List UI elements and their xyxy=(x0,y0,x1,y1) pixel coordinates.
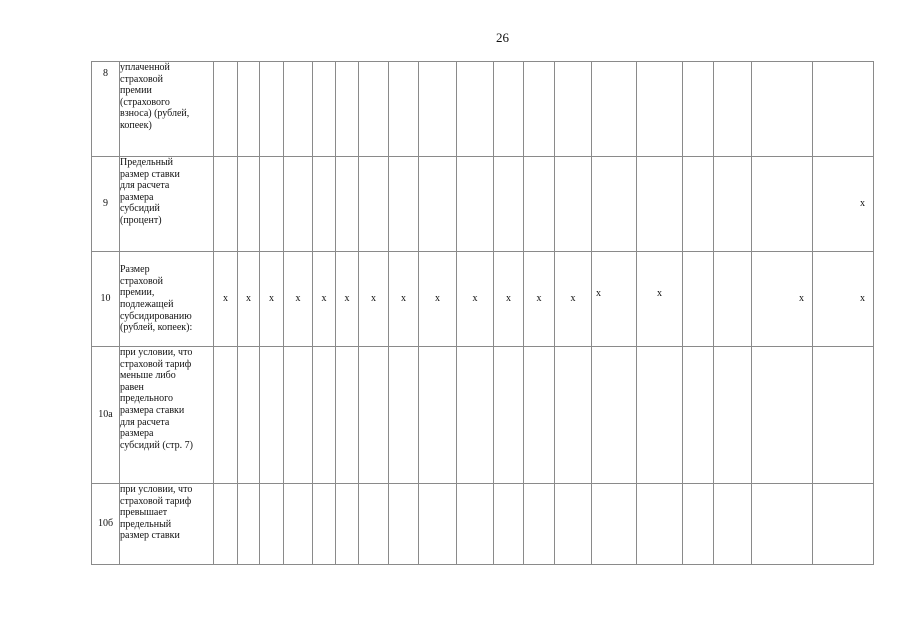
row-label: Предельный размер ставки для расчета размера субсидий (процент) xyxy=(120,157,214,252)
table-cell xyxy=(494,347,524,484)
table-cell xyxy=(419,484,457,565)
table-cell xyxy=(813,484,874,565)
table-cell xyxy=(592,484,637,565)
table-cell xyxy=(284,347,313,484)
table-cell xyxy=(714,484,752,565)
table-cell xyxy=(238,62,260,157)
table-cell xyxy=(457,484,494,565)
table-cell xyxy=(336,157,359,252)
table-cell xyxy=(524,62,555,157)
table-cell xyxy=(238,347,260,484)
table-cell xyxy=(284,484,313,565)
table-cell xyxy=(389,484,419,565)
table-cell xyxy=(419,157,457,252)
subsidy-calculation-table xyxy=(91,61,874,565)
table-cell xyxy=(524,347,555,484)
table-cell xyxy=(214,62,238,157)
table-cell xyxy=(592,347,637,484)
table-cell xyxy=(457,62,494,157)
table-cell xyxy=(714,157,752,252)
table-cell xyxy=(683,157,714,252)
table-cell: x xyxy=(494,252,524,347)
table-cell xyxy=(555,347,592,484)
page-number: 26 xyxy=(496,30,509,45)
table-cell: x xyxy=(284,252,313,347)
table-cell xyxy=(494,62,524,157)
table-cell xyxy=(494,484,524,565)
table-cell xyxy=(592,157,637,252)
table-cell xyxy=(683,484,714,565)
table-cell xyxy=(752,347,813,484)
row-number: 10б xyxy=(92,484,120,565)
table-cell xyxy=(389,157,419,252)
table-cell xyxy=(637,484,683,565)
table-cell xyxy=(683,62,714,157)
table-cell xyxy=(359,157,389,252)
table-cell xyxy=(238,484,260,565)
table-row-9 xyxy=(92,157,874,252)
table-cell xyxy=(389,347,419,484)
row-number: 9 xyxy=(92,157,120,252)
table-cell: x xyxy=(592,252,637,347)
table-cell xyxy=(592,62,637,157)
table-cell xyxy=(419,62,457,157)
table-cell xyxy=(813,62,874,157)
table-cell xyxy=(260,62,284,157)
table-cell xyxy=(457,157,494,252)
table-cell xyxy=(313,484,336,565)
table-cell xyxy=(313,157,336,252)
table-cell: x xyxy=(389,252,419,347)
table-cell xyxy=(555,157,592,252)
table-cell: x xyxy=(457,252,494,347)
table-cell: x xyxy=(336,252,359,347)
table-cell: x xyxy=(813,252,874,347)
row-number: 8 xyxy=(92,62,120,157)
table-cell xyxy=(214,157,238,252)
row-label: Размер страховой премии, подлежащей субсидированию (рублей, копеек): xyxy=(120,252,214,347)
table-cell xyxy=(683,252,714,347)
table-cell: x xyxy=(637,252,683,347)
table-cell xyxy=(313,62,336,157)
table-cell xyxy=(714,62,752,157)
row-label: уплаченной страховой премии (страхового взноса) (рублей, копеек) xyxy=(120,62,214,157)
table-cell: x xyxy=(752,252,813,347)
table-cell: x xyxy=(555,252,592,347)
table-row-10b xyxy=(92,484,874,565)
table-cell xyxy=(555,484,592,565)
table-cell xyxy=(637,62,683,157)
table-cell: x xyxy=(214,252,238,347)
table-cell: x xyxy=(260,252,284,347)
table-cell xyxy=(752,484,813,565)
table-cell: x xyxy=(359,252,389,347)
table-cell: x xyxy=(419,252,457,347)
table-cell xyxy=(813,347,874,484)
table-row-8 xyxy=(92,62,874,157)
table-cell xyxy=(683,347,714,484)
row-label: при условии, что страховой тариф превышает предельный размер ставки xyxy=(120,484,214,565)
table-cell xyxy=(214,347,238,484)
table-cell xyxy=(752,62,813,157)
table-cell xyxy=(336,484,359,565)
table-row-10a xyxy=(92,347,874,484)
table-cell xyxy=(752,157,813,252)
table-cell xyxy=(260,347,284,484)
table-cell xyxy=(494,157,524,252)
table-cell xyxy=(714,252,752,347)
table-cell xyxy=(313,347,336,484)
row-number: 10а xyxy=(92,347,120,484)
table-row-10 xyxy=(92,252,874,347)
table-cell xyxy=(238,157,260,252)
table-cell xyxy=(359,484,389,565)
table-cell xyxy=(284,157,313,252)
table-cell xyxy=(457,347,494,484)
table-cell xyxy=(214,484,238,565)
table-cell xyxy=(714,347,752,484)
table-cell xyxy=(637,157,683,252)
table-cell xyxy=(359,62,389,157)
row-number: 10 xyxy=(92,252,120,347)
table-cell xyxy=(419,347,457,484)
table-cell: x xyxy=(238,252,260,347)
table-cell: x xyxy=(813,157,874,252)
table-cell xyxy=(336,347,359,484)
table-cell: x xyxy=(313,252,336,347)
table-cell xyxy=(524,157,555,252)
table-cell xyxy=(284,62,313,157)
table-cell xyxy=(359,347,389,484)
table-cell xyxy=(260,157,284,252)
table-cell xyxy=(555,62,592,157)
table-cell xyxy=(637,347,683,484)
table-cell xyxy=(336,62,359,157)
table-cell xyxy=(389,62,419,157)
row-label: при условии, что страховой тариф меньше либо равен предельного размера ставки для расчета размера субсидий (стр. 7) xyxy=(120,347,214,484)
table-cell: x xyxy=(524,252,555,347)
table-cell xyxy=(260,484,284,565)
table-cell xyxy=(524,484,555,565)
